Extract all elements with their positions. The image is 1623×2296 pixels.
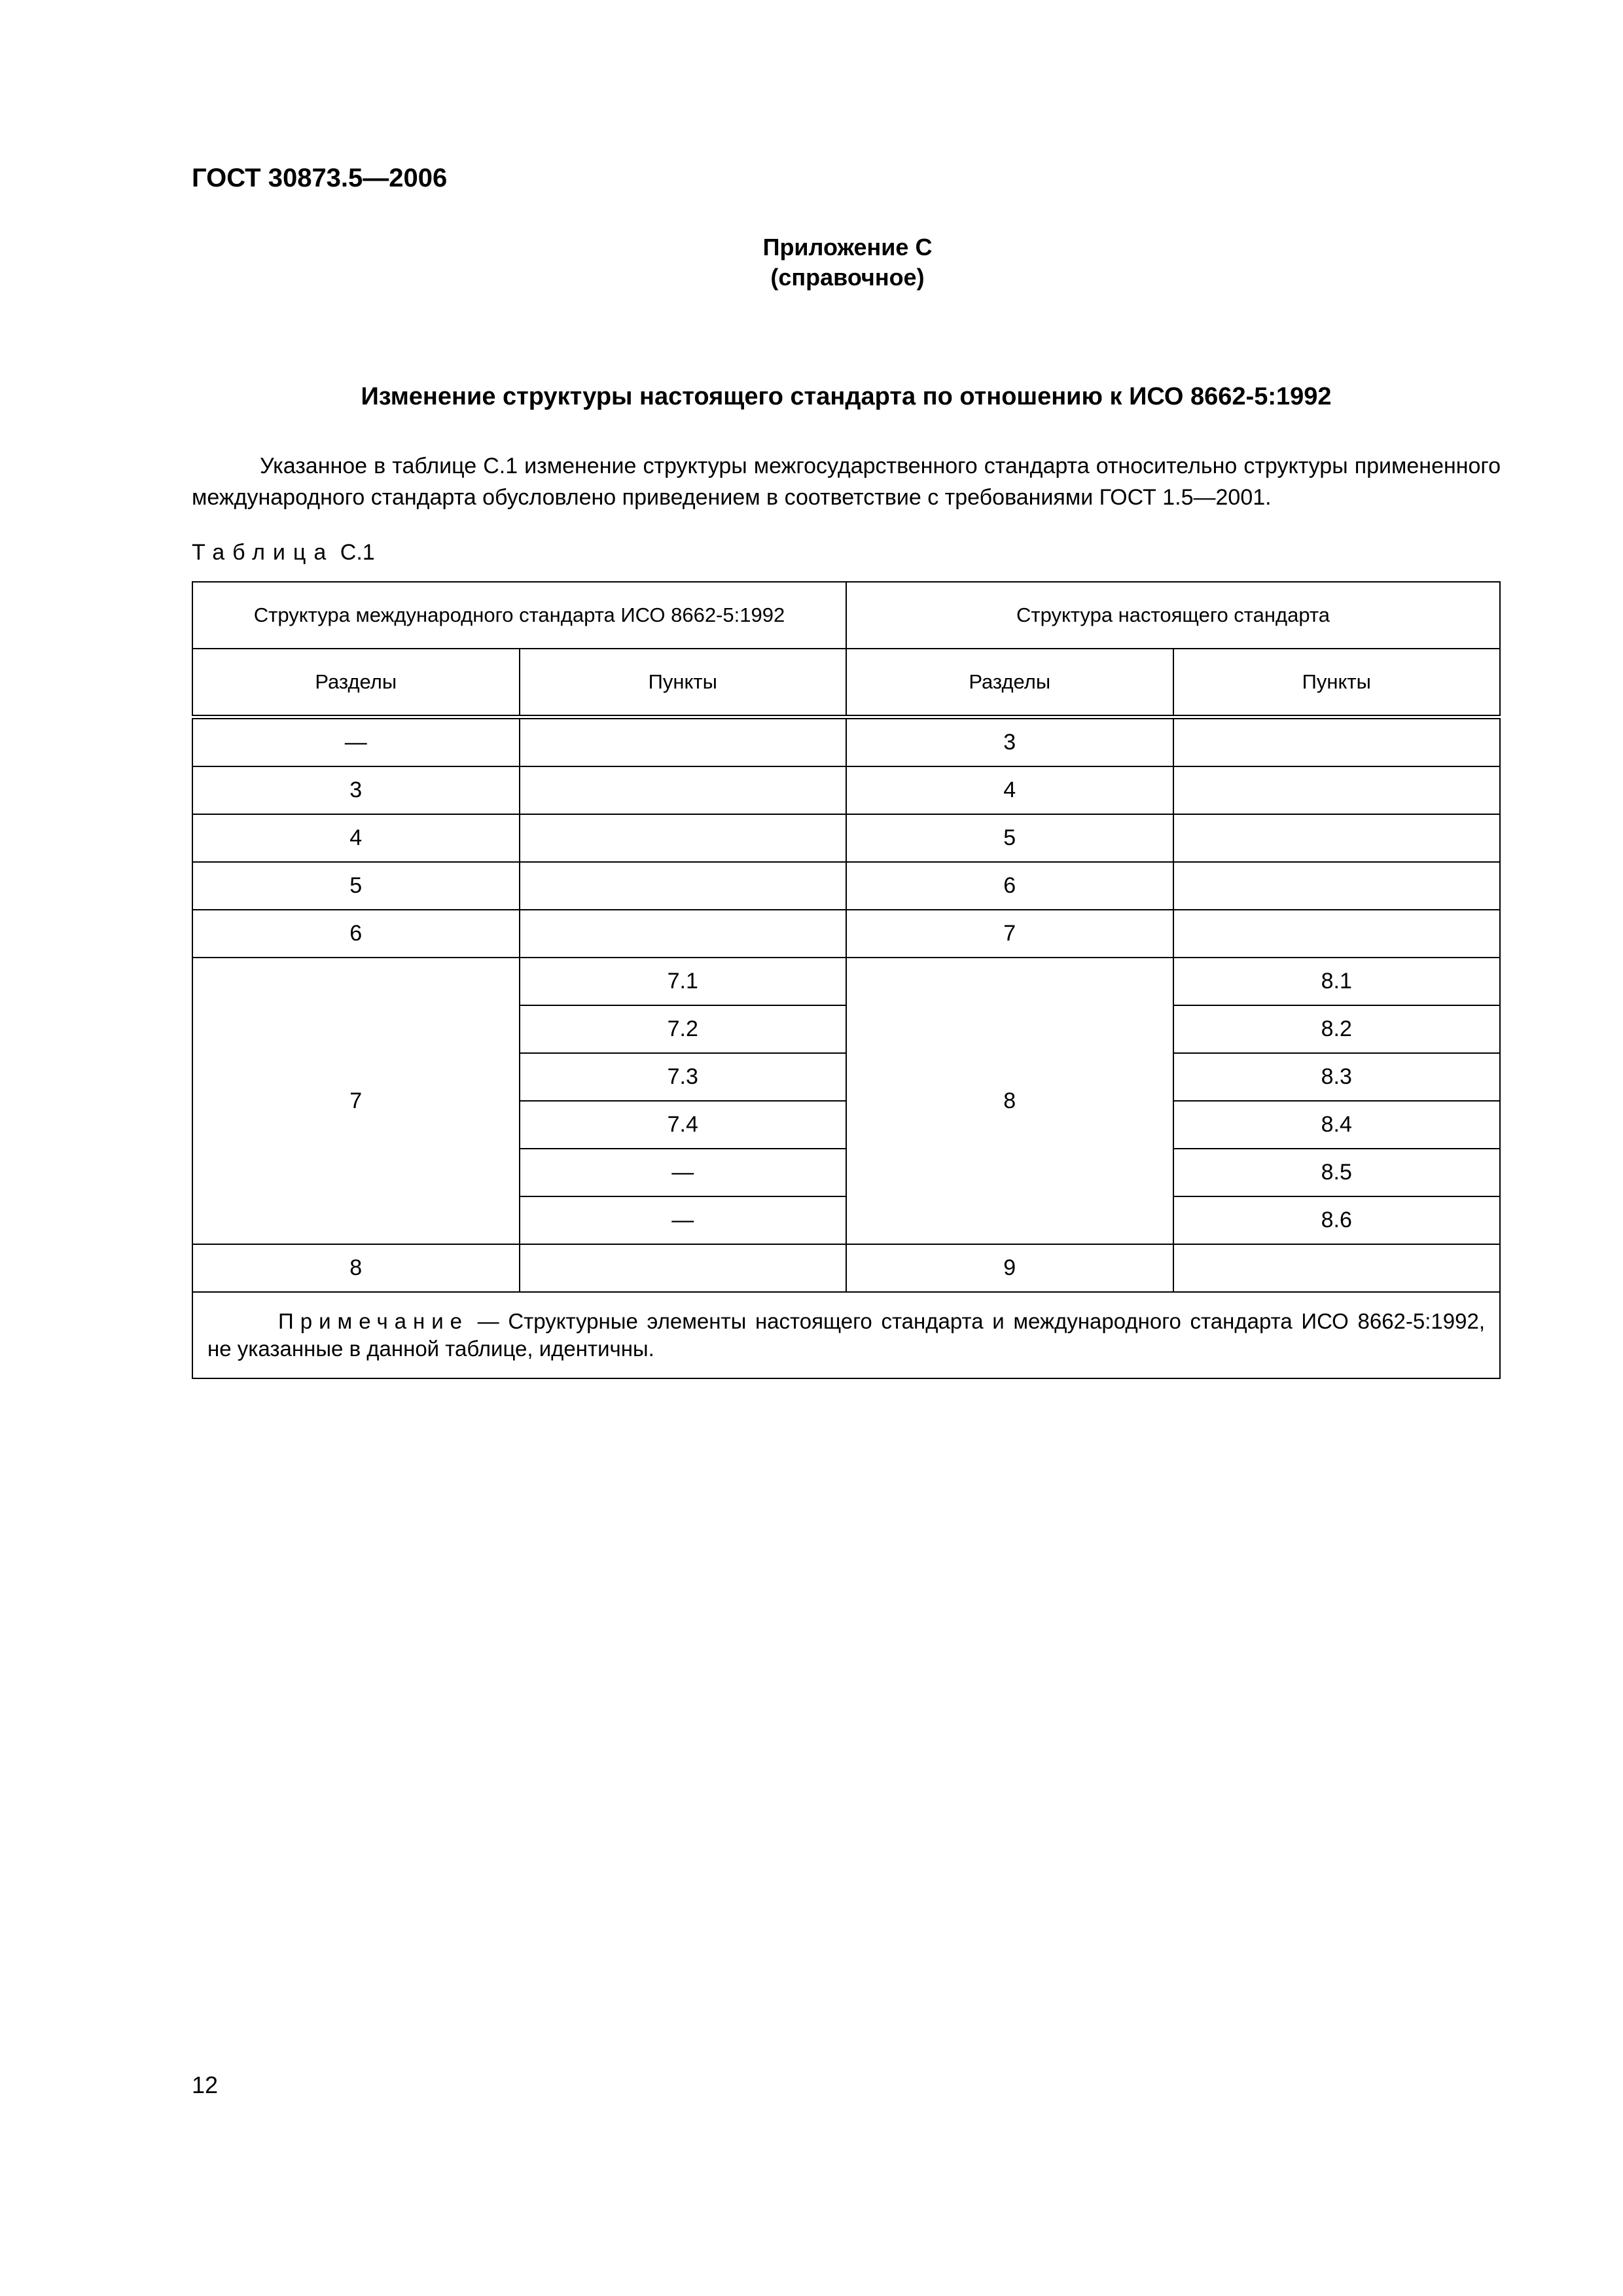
table-cell	[1173, 766, 1501, 814]
appendix-type: (справочное)	[770, 264, 925, 291]
table-row	[192, 766, 1500, 814]
table-cell	[520, 1244, 847, 1292]
table-cell	[520, 717, 847, 767]
table-cell: —	[520, 1149, 847, 1196]
table-cell: 7.2	[520, 1005, 847, 1053]
document-code: ГОСТ 30873.5—2006	[192, 164, 448, 192]
note-text: — Структурные элементы настоящего стандарта и международного стандарта ИСО 8662-5:1992, не указанные в данной таблице, идентичны.	[207, 1309, 1485, 1361]
appendix-heading	[0, 232, 1623, 293]
table-cell	[1173, 1244, 1501, 1292]
table-cell: 8.6	[1173, 1196, 1501, 1244]
intro-text: Указанное в таблице С.1 изменение структуры межгосударственного стандарта относительно структуры примененного международного стандарта обусловлено приведением в соответствие с требованиями ГОСТ 1.5—2001.	[192, 454, 1501, 510]
table-cell: 8.5	[1173, 1149, 1501, 1196]
merged-gost-section-cell: 8	[846, 958, 1173, 1244]
table-cell: 7	[846, 910, 1173, 958]
table-cell	[1173, 814, 1501, 862]
table-cell: 8.3	[1173, 1053, 1501, 1101]
table-row	[192, 862, 1500, 910]
note-label: Примечание	[278, 1309, 469, 1333]
table-cell: 4	[192, 814, 520, 862]
table-caption-label: Таблица	[192, 540, 334, 565]
table-cell: 8.4	[1173, 1101, 1501, 1149]
group-header-iso: Структура международного стандарта ИСО 8662-5:1992	[192, 582, 846, 649]
table-row	[192, 1244, 1500, 1292]
column-header: Разделы	[846, 649, 1173, 717]
page-number: 12	[192, 2072, 219, 2098]
table-cell: 3	[192, 766, 520, 814]
table-cell: —	[520, 1196, 847, 1244]
table-cell	[520, 910, 847, 958]
table-cell: 9	[846, 1244, 1173, 1292]
table-cell	[1173, 910, 1501, 958]
intro-paragraph	[192, 450, 1501, 513]
table-cell	[1173, 862, 1501, 910]
table-note-row	[192, 1292, 1500, 1378]
table-cell: 6	[846, 862, 1173, 910]
table-cell: 6	[192, 910, 520, 958]
merged-iso-section-cell: 7	[192, 958, 520, 1244]
appendix-title: Приложение С	[762, 234, 933, 260]
table-cell	[520, 862, 847, 910]
table-cell: —	[192, 717, 520, 767]
table-cell: 5	[192, 862, 520, 910]
column-header: Пункты	[520, 649, 847, 717]
table-cell: 8	[192, 1244, 520, 1292]
table-cell: 7.3	[520, 1053, 847, 1101]
table-cell: 4	[846, 766, 1173, 814]
table-row	[192, 958, 1500, 1005]
section-title: Изменение структуры настоящего стандарта по отношению к ИСО 8662-5:1992	[361, 383, 1332, 410]
table-column-header-row	[192, 649, 1500, 717]
table-caption	[192, 540, 375, 565]
group-header-gost: Структура настоящего стандарта	[846, 582, 1500, 649]
table-cell: 5	[846, 814, 1173, 862]
column-header: Пункты	[1173, 649, 1501, 717]
table-row	[192, 717, 1500, 767]
table-cell: 7.1	[520, 958, 847, 1005]
table-cell: 8.2	[1173, 1005, 1501, 1053]
table-cell	[520, 814, 847, 862]
column-header: Разделы	[192, 649, 520, 717]
table-row	[192, 814, 1500, 862]
table-note	[192, 1292, 1500, 1378]
table-caption-number: С.1	[340, 540, 375, 565]
table-cell: 7.4	[520, 1101, 847, 1149]
table-row	[192, 910, 1500, 958]
structure-table	[192, 581, 1501, 1379]
table-cell	[520, 766, 847, 814]
table-cell	[1173, 717, 1501, 767]
table-cell: 3	[846, 717, 1173, 767]
table-cell: 8.1	[1173, 958, 1501, 1005]
table-group-header-row	[192, 582, 1500, 649]
